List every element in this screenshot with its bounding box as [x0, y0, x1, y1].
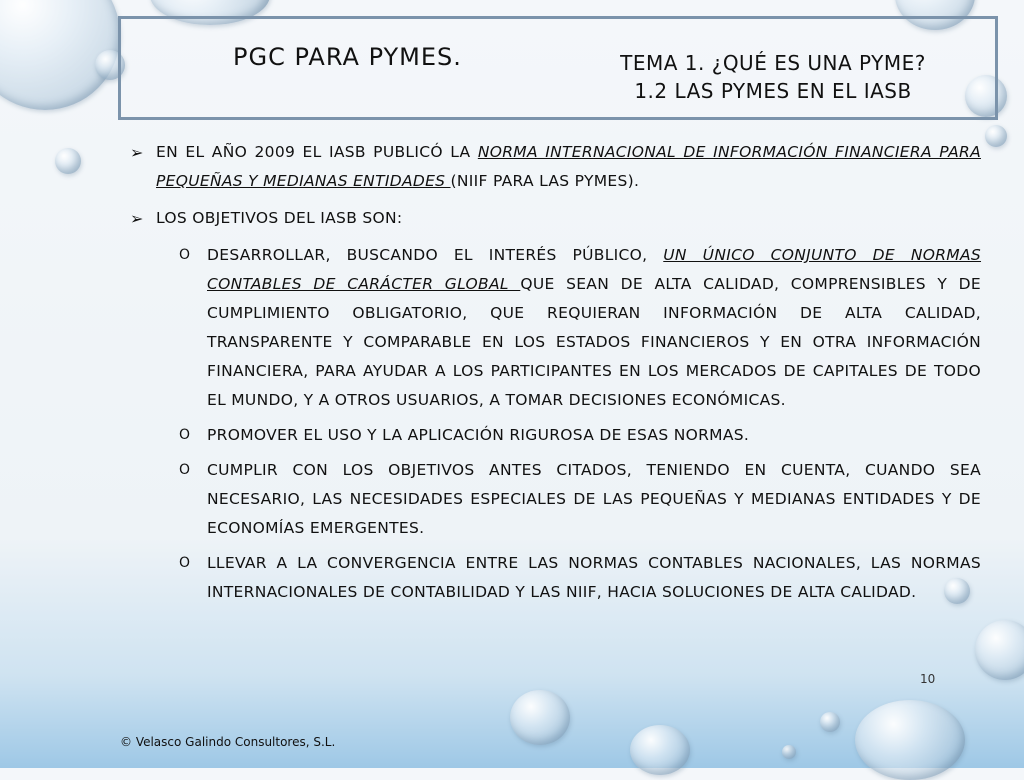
topic-title: TEMA 1. ¿QUÉ ES UNA PYME?: [620, 51, 926, 75]
footer-copyright: © Velasco Galindo Consultores, S.L.: [120, 735, 336, 749]
sub-bullet-item: O LLEVAR A LA CONVERGENCIA ENTRE LAS NORMAS CONTABLES NACIONALES, LAS NORMAS INTERNACIONALES DE CONTABILIDAD Y LAS NIIF, HACIA SOLUCIONES DE ALTA CALIDAD.: [128, 549, 981, 607]
water-drop-decoration: [55, 148, 81, 174]
circle-bullet-icon: O: [179, 555, 191, 571]
page-number: 10: [920, 672, 936, 686]
sub-bullet-item: O PROMOVER EL USO Y LA APLICACIÓN RIGUROSA DE ESAS NORMAS.: [128, 421, 981, 450]
emphasized-text: UN ÚNICO CONJUNTO DE NORMAS CONTABLES DE CARÁCTER GLOBAL: [207, 246, 982, 293]
arrow-bullet-icon: ➢: [130, 143, 144, 162]
circle-bullet-icon: O: [179, 247, 191, 263]
sub-bullet-item: O CUMPLIR CON LOS OBJETIVOS ANTES CITADOS, TENIENDO EN CUENTA, CUANDO SEA NECESARIO, LAS NECESIDADES ESPECIALES DE LAS PEQUEÑAS Y MEDIANAS ENTIDADES Y DE ECONOMÍAS EMERGENTES.: [128, 456, 981, 543]
water-drop-decoration: [820, 712, 840, 732]
water-drop-decoration: [855, 700, 965, 780]
water-drop-decoration: [985, 125, 1007, 147]
section-title: 1.2 LAS PYMES EN EL IASB: [634, 79, 912, 103]
water-drop-decoration: [975, 620, 1024, 680]
arrow-bullet-icon: ➢: [130, 209, 144, 228]
slide-subtitle: [583, 49, 963, 105]
water-drop-decoration: [782, 745, 796, 759]
circle-bullet-icon: O: [179, 427, 191, 443]
emphasized-text: NORMA INTERNACIONAL DE INFORMACIÓN FINANCIERA PARA PEQUEÑAS Y MEDIANAS ENTIDADES: [156, 143, 981, 190]
bullet-item: ➢ LOS OBJETIVOS DEL IASB SON:: [128, 204, 981, 233]
slide-content: [128, 138, 981, 613]
water-drop-decoration: [510, 690, 570, 745]
circle-bullet-icon: O: [179, 462, 191, 478]
bullet-item: ➢ EN EL AÑO 2009 EL IASB PUBLICÓ LA NORMA INTERNACIONAL DE INFORMACIÓN FINANCIERA PARA PEQUEÑAS Y MEDIANAS ENTIDADES (NIIF PARA LAS PYMES).: [128, 138, 981, 196]
slide-title: PGC PARA PYMES.: [233, 43, 462, 71]
sub-bullet-item: O DESARROLLAR, BUSCANDO EL INTERÉS PÚBLICO, UN ÚNICO CONJUNTO DE NORMAS CONTABLES DE CARÁCTER GLOBAL QUE SEAN DE ALTA CALIDAD, COMPRENSIBLES Y DE CUMPLIMIENTO OBLIGATORIO, QUE REQUIERAN INFORMACIÓN DE ALTA CALIDAD, TRANSPARENTE Y COMPARABLE EN LOS ESTADOS FINANCIEROS Y EN OTRA INFORMACIÓN FINANCIERA, PARA AYUDAR A LOS PARTICIPANTES EN LOS MERCADOS DE CAPITALES DE TODO EL MUNDO, Y A OTROS USUARIOS, A TOMAR DECISIONES ECONÓMICAS.: [128, 241, 981, 415]
title-box: [118, 16, 998, 120]
